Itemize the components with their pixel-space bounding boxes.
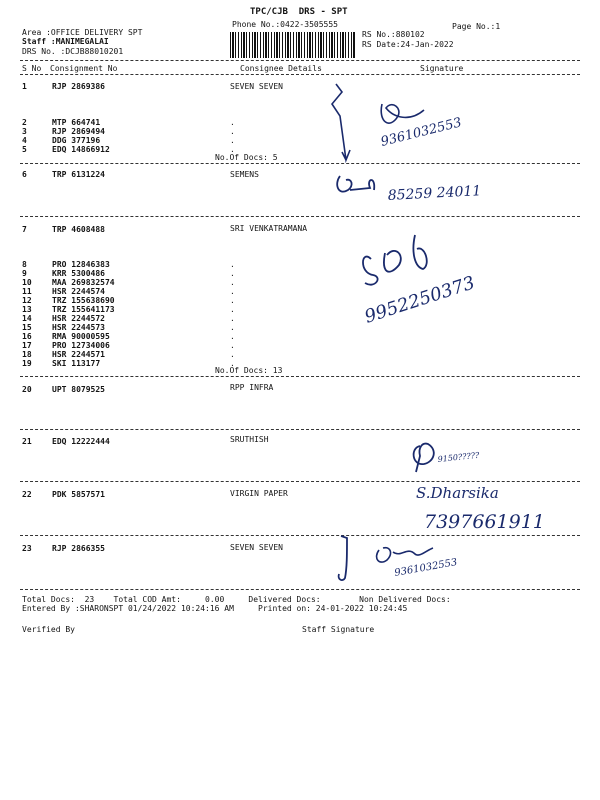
row-consignee: . bbox=[230, 145, 235, 154]
row-consignment: HSR 2244574 bbox=[52, 287, 105, 296]
row-divider bbox=[20, 589, 580, 590]
row-consignment: MTP 664741 bbox=[52, 118, 101, 127]
col-signature: Signature bbox=[420, 64, 464, 73]
area-label: Area :OFFICE DELIVERY SPT bbox=[22, 28, 143, 37]
row-divider bbox=[20, 376, 580, 377]
row-sno: 6 bbox=[22, 170, 27, 179]
row-consignee: . bbox=[230, 260, 235, 269]
row-consignee: . bbox=[230, 278, 235, 287]
row-sno: 22 bbox=[22, 490, 32, 499]
row-sno: 10 bbox=[22, 278, 32, 287]
row-consignment: RJP 2866355 bbox=[52, 544, 105, 553]
signature-phone: 9361032553 bbox=[379, 115, 464, 150]
row-consignee: SRUTHISH bbox=[230, 435, 269, 444]
col-consignee: Consignee Details bbox=[240, 64, 322, 73]
row-sno: 2 bbox=[22, 118, 27, 127]
row-consignment: TRP 6131224 bbox=[52, 170, 105, 179]
row-consignment: RJP 2869386 bbox=[52, 82, 105, 91]
row-sno: 11 bbox=[22, 287, 32, 296]
signature-phone: 9952250373 bbox=[362, 272, 478, 328]
row-consignment: SKI 113177 bbox=[52, 359, 101, 368]
verified-by: Verified By bbox=[22, 625, 75, 634]
row-consignment: PRO 12846383 bbox=[52, 260, 110, 269]
row-consignment: RMA 90000595 bbox=[52, 332, 110, 341]
docs-count: No.Of Docs: 13 bbox=[215, 366, 283, 375]
signature-phone: 9361032553 bbox=[393, 557, 459, 579]
row-consignment: EDQ 12222444 bbox=[52, 437, 110, 446]
row-sno: 12 bbox=[22, 296, 32, 305]
row-consignment: RJP 2869494 bbox=[52, 127, 105, 136]
page-number: Page No.:1 bbox=[452, 22, 501, 31]
signature-4 bbox=[408, 436, 548, 476]
signature-phone: 9150????? bbox=[437, 450, 480, 464]
row-consignee: . bbox=[230, 314, 235, 323]
rs-date: RS Date:24-Jan-2022 bbox=[362, 40, 454, 49]
signature-name: S.Dharsika bbox=[416, 484, 499, 502]
row-sno: 18 bbox=[22, 350, 32, 359]
row-sno: 17 bbox=[22, 341, 32, 350]
signature-3 bbox=[355, 225, 535, 335]
row-consignee: SEMENS bbox=[230, 170, 259, 179]
row-consignment: UPT 8079525 bbox=[52, 385, 105, 394]
row-consignee: . bbox=[230, 323, 235, 332]
row-divider bbox=[20, 429, 580, 430]
phone-number: Phone No.:0422-3505555 bbox=[232, 20, 338, 29]
barcode bbox=[230, 32, 356, 58]
row-consignment: HSR 2244571 bbox=[52, 350, 105, 359]
entered-by-line: Entered By :SHARONSPT 01/24/2022 10:24:16 AM Printed on: 24-01-2022 10:24:45 bbox=[22, 604, 408, 613]
row-sno: 15 bbox=[22, 323, 32, 332]
row-consignee: . bbox=[230, 359, 235, 368]
row-divider bbox=[20, 216, 580, 217]
row-consignment: DDG 377196 bbox=[52, 136, 101, 145]
row-consignee: SRI VENKATRAMANA bbox=[230, 224, 308, 233]
row-consignment: PRO 12734006 bbox=[52, 341, 110, 350]
row-consignee: . bbox=[230, 136, 235, 145]
signature-phone: 85259 24011 bbox=[387, 183, 482, 204]
row-consignee: . bbox=[230, 305, 235, 314]
row-consignee: VIRGIN PAPER bbox=[230, 489, 288, 498]
row-consignee: SEVEN SEVEN bbox=[230, 82, 283, 91]
row-consignee: . bbox=[230, 287, 235, 296]
row-consignee: . bbox=[230, 296, 235, 305]
row-sno: 9 bbox=[22, 269, 27, 278]
row-consignment: KRR 5300486 bbox=[52, 269, 105, 278]
rs-number: RS No.:880102 bbox=[362, 30, 425, 39]
staff-label: Staff :MANIMEGALAI bbox=[22, 37, 109, 46]
drs-number: DRS No. :DCJB88010201 bbox=[22, 47, 124, 56]
row-consignment: PDK 5857571 bbox=[52, 490, 105, 499]
columns-divider bbox=[20, 74, 580, 75]
signature-2 bbox=[330, 170, 530, 214]
row-consignment: TRZ 155638690 bbox=[52, 296, 115, 305]
row-consignment: HSR 2244572 bbox=[52, 314, 105, 323]
row-consignee: . bbox=[230, 332, 235, 341]
row-divider bbox=[20, 535, 580, 536]
row-consignment: HSR 2244573 bbox=[52, 323, 105, 332]
row-sno: 7 bbox=[22, 225, 27, 234]
col-consignment: Consignment No bbox=[50, 64, 118, 73]
col-sno: S No bbox=[22, 64, 42, 73]
row-sno: 21 bbox=[22, 437, 32, 446]
row-sno: 20 bbox=[22, 385, 32, 394]
row-divider bbox=[20, 481, 580, 482]
row-consignment: TRP 4608488 bbox=[52, 225, 105, 234]
row-sno: 23 bbox=[22, 544, 32, 553]
row-consignment: TRZ 155641173 bbox=[52, 305, 115, 314]
row-sno: 1 bbox=[22, 82, 27, 91]
row-sno: 16 bbox=[22, 332, 32, 341]
docs-count: No.Of Docs: 5 bbox=[215, 153, 278, 162]
row-consignee: . bbox=[230, 350, 235, 359]
signature-6 bbox=[335, 532, 495, 588]
row-sno: 13 bbox=[22, 305, 32, 314]
row-divider bbox=[20, 163, 580, 164]
row-sno: 19 bbox=[22, 359, 32, 368]
document-title: TPC/CJB DRS - SPT bbox=[250, 7, 348, 17]
row-sno: 4 bbox=[22, 136, 27, 145]
row-sno: 14 bbox=[22, 314, 32, 323]
row-consignee: . bbox=[230, 118, 235, 127]
staff-signature-label: Staff Signature bbox=[302, 625, 375, 634]
totals-line: Total Docs: 23 Total COD Amt: 0.00 Delivered Docs: Non Delivered Docs: bbox=[22, 595, 451, 604]
row-consignee: . bbox=[230, 127, 235, 136]
row-consignee: . bbox=[230, 269, 235, 278]
signature-5 bbox=[410, 478, 590, 538]
signature-phone: 7397661911 bbox=[424, 511, 545, 533]
row-consignment: MAA 269832574 bbox=[52, 278, 115, 287]
row-sno: 3 bbox=[22, 127, 27, 136]
row-consignee: SEVEN SEVEN bbox=[230, 543, 283, 552]
row-consignee: . bbox=[230, 341, 235, 350]
row-consignment: EDQ 14866912 bbox=[52, 145, 110, 154]
signature-1 bbox=[320, 82, 480, 172]
row-sno: 8 bbox=[22, 260, 27, 269]
row-consignee: RPP INFRA bbox=[230, 383, 274, 392]
row-sno: 5 bbox=[22, 145, 27, 154]
header-divider bbox=[20, 60, 580, 61]
